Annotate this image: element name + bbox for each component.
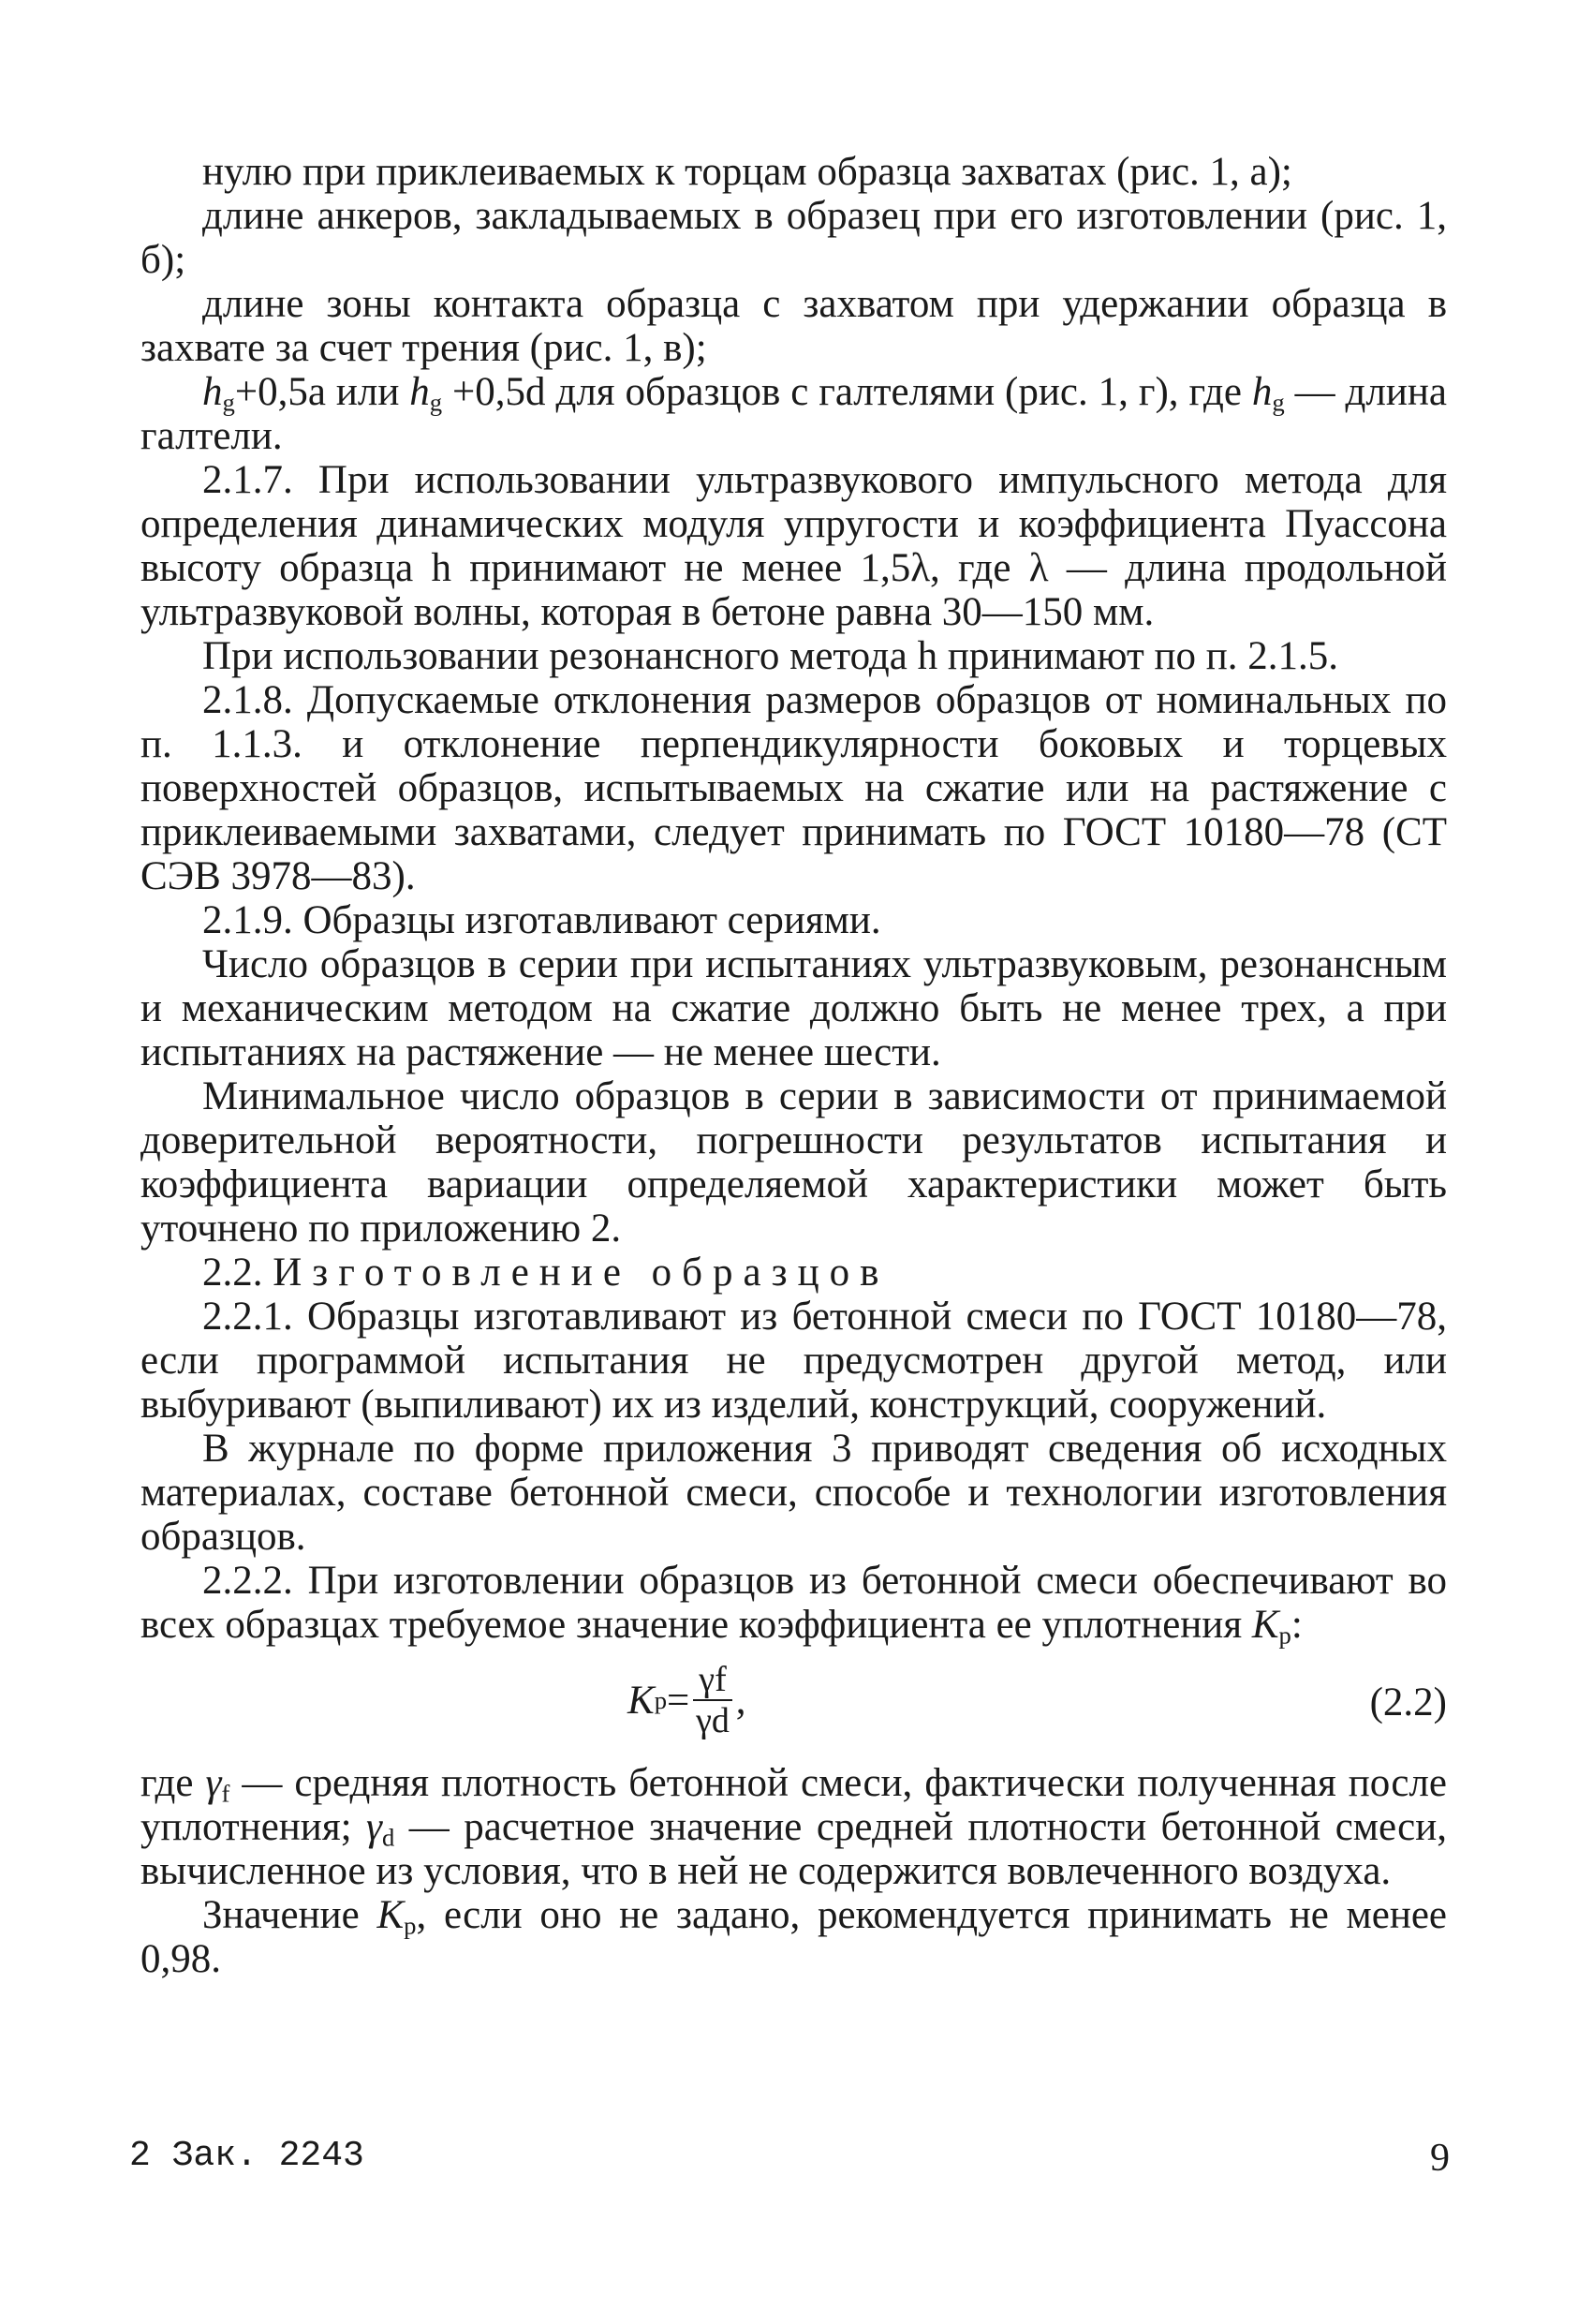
text-run: +0,5a или xyxy=(234,370,410,414)
subscript-g: g xyxy=(1272,388,1285,417)
subscript-g: g xyxy=(222,388,235,417)
paragraph-2-1-7-resonance: При использовании резонансного метода h принимают по п. 2.1.5. xyxy=(202,634,1339,678)
text-run: — средняя плотность бетонной смеси, фактически полученная после уплотнения; xyxy=(140,1761,1447,1849)
text-run: 2.2.2. При изготовлении образцов из бетонной смеси обеспечивают во всех образцах требуемое значение коэффициента ее уплотнения xyxy=(140,1559,1447,1647)
paragraph-zero-length: нулю при приклеиваемых к торцам образца захватах (рис. 1, а); xyxy=(202,150,1292,194)
paragraph-contact-length: длине зоны контакта образца с захватом при удержании образца в захвате за счет трения (рис. 1, в); xyxy=(140,282,1447,370)
symbol-h: h xyxy=(409,370,430,414)
section-heading-2-2 xyxy=(140,1251,1447,1295)
paragraph-2-1-7: 2.1.7. При использовании ультразвукового импульсного метода для определения динамических модуля упругости и коэффициента Пуассона высоту образца h принимают не менее 1,5λ, где λ — длина продольной ультразвуковой волны, которая в бетоне равна 30—150 мм. xyxy=(140,458,1447,634)
order-number: 2 Зак. 2243 xyxy=(129,2136,364,2176)
symbol-h: h xyxy=(1251,370,1273,414)
symbol-k: K xyxy=(1251,1603,1279,1647)
paragraph-2-1-9: 2.1.9. Образцы изготавливают сериями. xyxy=(202,898,881,942)
formula-number: (2.2) xyxy=(1369,1680,1447,1724)
subscript-f: f xyxy=(221,1779,230,1808)
text-run: +0,5d для образцов с галтелями (рис. 1, г), где xyxy=(442,370,1252,414)
formula-numerator: γf xyxy=(693,1660,731,1701)
paragraph-2-2-1: 2.2.1. Образцы изготавливают из бетонной смеси по ГОСТ 10180—78, если программой испытания не предусмотрен другой метод, или выбуривают (выпиливают) их из изделий, конструкций, сооружений. xyxy=(140,1295,1447,1427)
text-run: Значение xyxy=(202,1893,377,1937)
symbol-h: h xyxy=(202,370,223,414)
formula-expression: K p = $\frac{\gamma f}{\gamma d}$ , xyxy=(627,1660,746,1740)
page-number: 9 xyxy=(1430,2137,1450,2180)
formula-2-2 xyxy=(140,1652,1447,1754)
symbol-gamma: γ xyxy=(366,1805,382,1849)
paragraph-kp-value xyxy=(140,1893,1447,1981)
section-title: Изготовление образцов xyxy=(273,1251,890,1295)
formula-fraction xyxy=(693,1660,731,1740)
page-body xyxy=(140,150,1447,1981)
paragraph-fillet-length xyxy=(140,370,1447,458)
text-run: — длина галтели. xyxy=(140,370,1447,458)
section-number: 2.2. xyxy=(202,1251,273,1295)
paragraph-2-1-9-minimum: Минимальное число образцов в серии в зависимости от принимаемой доверительной вероятности, погрешности результатов испытания и коэффициента вариации определяемой характеристики может быть уточнено по приложению 2. xyxy=(140,1074,1447,1251)
symbol-gamma: γ xyxy=(205,1761,222,1805)
formula-k: K xyxy=(627,1678,655,1723)
paragraph-2-1-9-count: Число образцов в серии при испытаниях ультразвуковым, резонансным и механическим методом на сжатие должно быть не менее трех, а при испытаниях на растяжение — не менее шести. xyxy=(140,942,1447,1074)
symbol-k: K xyxy=(376,1893,405,1937)
formula-denominator: γd xyxy=(696,1701,730,1740)
subscript-d: d xyxy=(381,1823,395,1852)
paragraph-2-2-1-journal: В журнале по форме приложения 3 приводят сведения об исходных материалах, составе бетонной смеси, способе и технологии изготовления образцов. xyxy=(140,1427,1447,1559)
paragraph-where xyxy=(140,1761,1447,1893)
paragraph-anchor-length: длине анкеров, закладываемых в образец при его изготовлении (рис. 1, б); xyxy=(140,194,1447,282)
text-run: , если оно не задано, рекомендуется принимать не менее 0,98. xyxy=(140,1893,1448,1981)
formula-equals: = xyxy=(667,1678,690,1723)
paragraph-2-2-2 xyxy=(140,1559,1447,1650)
subscript-p: p xyxy=(404,1911,417,1940)
paragraph-2-1-8: 2.1.8. Допускаемые отклонения размеров образцов от номинальных по п. 1.1.3. и отклонение перпендикулярности боковых и торцевых поверхностей образцов, испытываемых на сжатие или на растяжение с приклеиваемыми захватами, следует принимать по ГОСТ 10180—78 (СТ СЭВ 3978—83). xyxy=(140,678,1447,898)
subscript-p: p xyxy=(1278,1621,1291,1650)
subscript-g: g xyxy=(429,388,443,417)
formula-comma: , xyxy=(735,1678,746,1723)
text-run: — расчетное значение средней плотности бетонной смеси, вычисленное из условия, что в ней не содержится вовлеченного воздуха. xyxy=(140,1805,1447,1893)
text-run: : xyxy=(1291,1603,1303,1647)
text-run: где xyxy=(140,1761,206,1805)
